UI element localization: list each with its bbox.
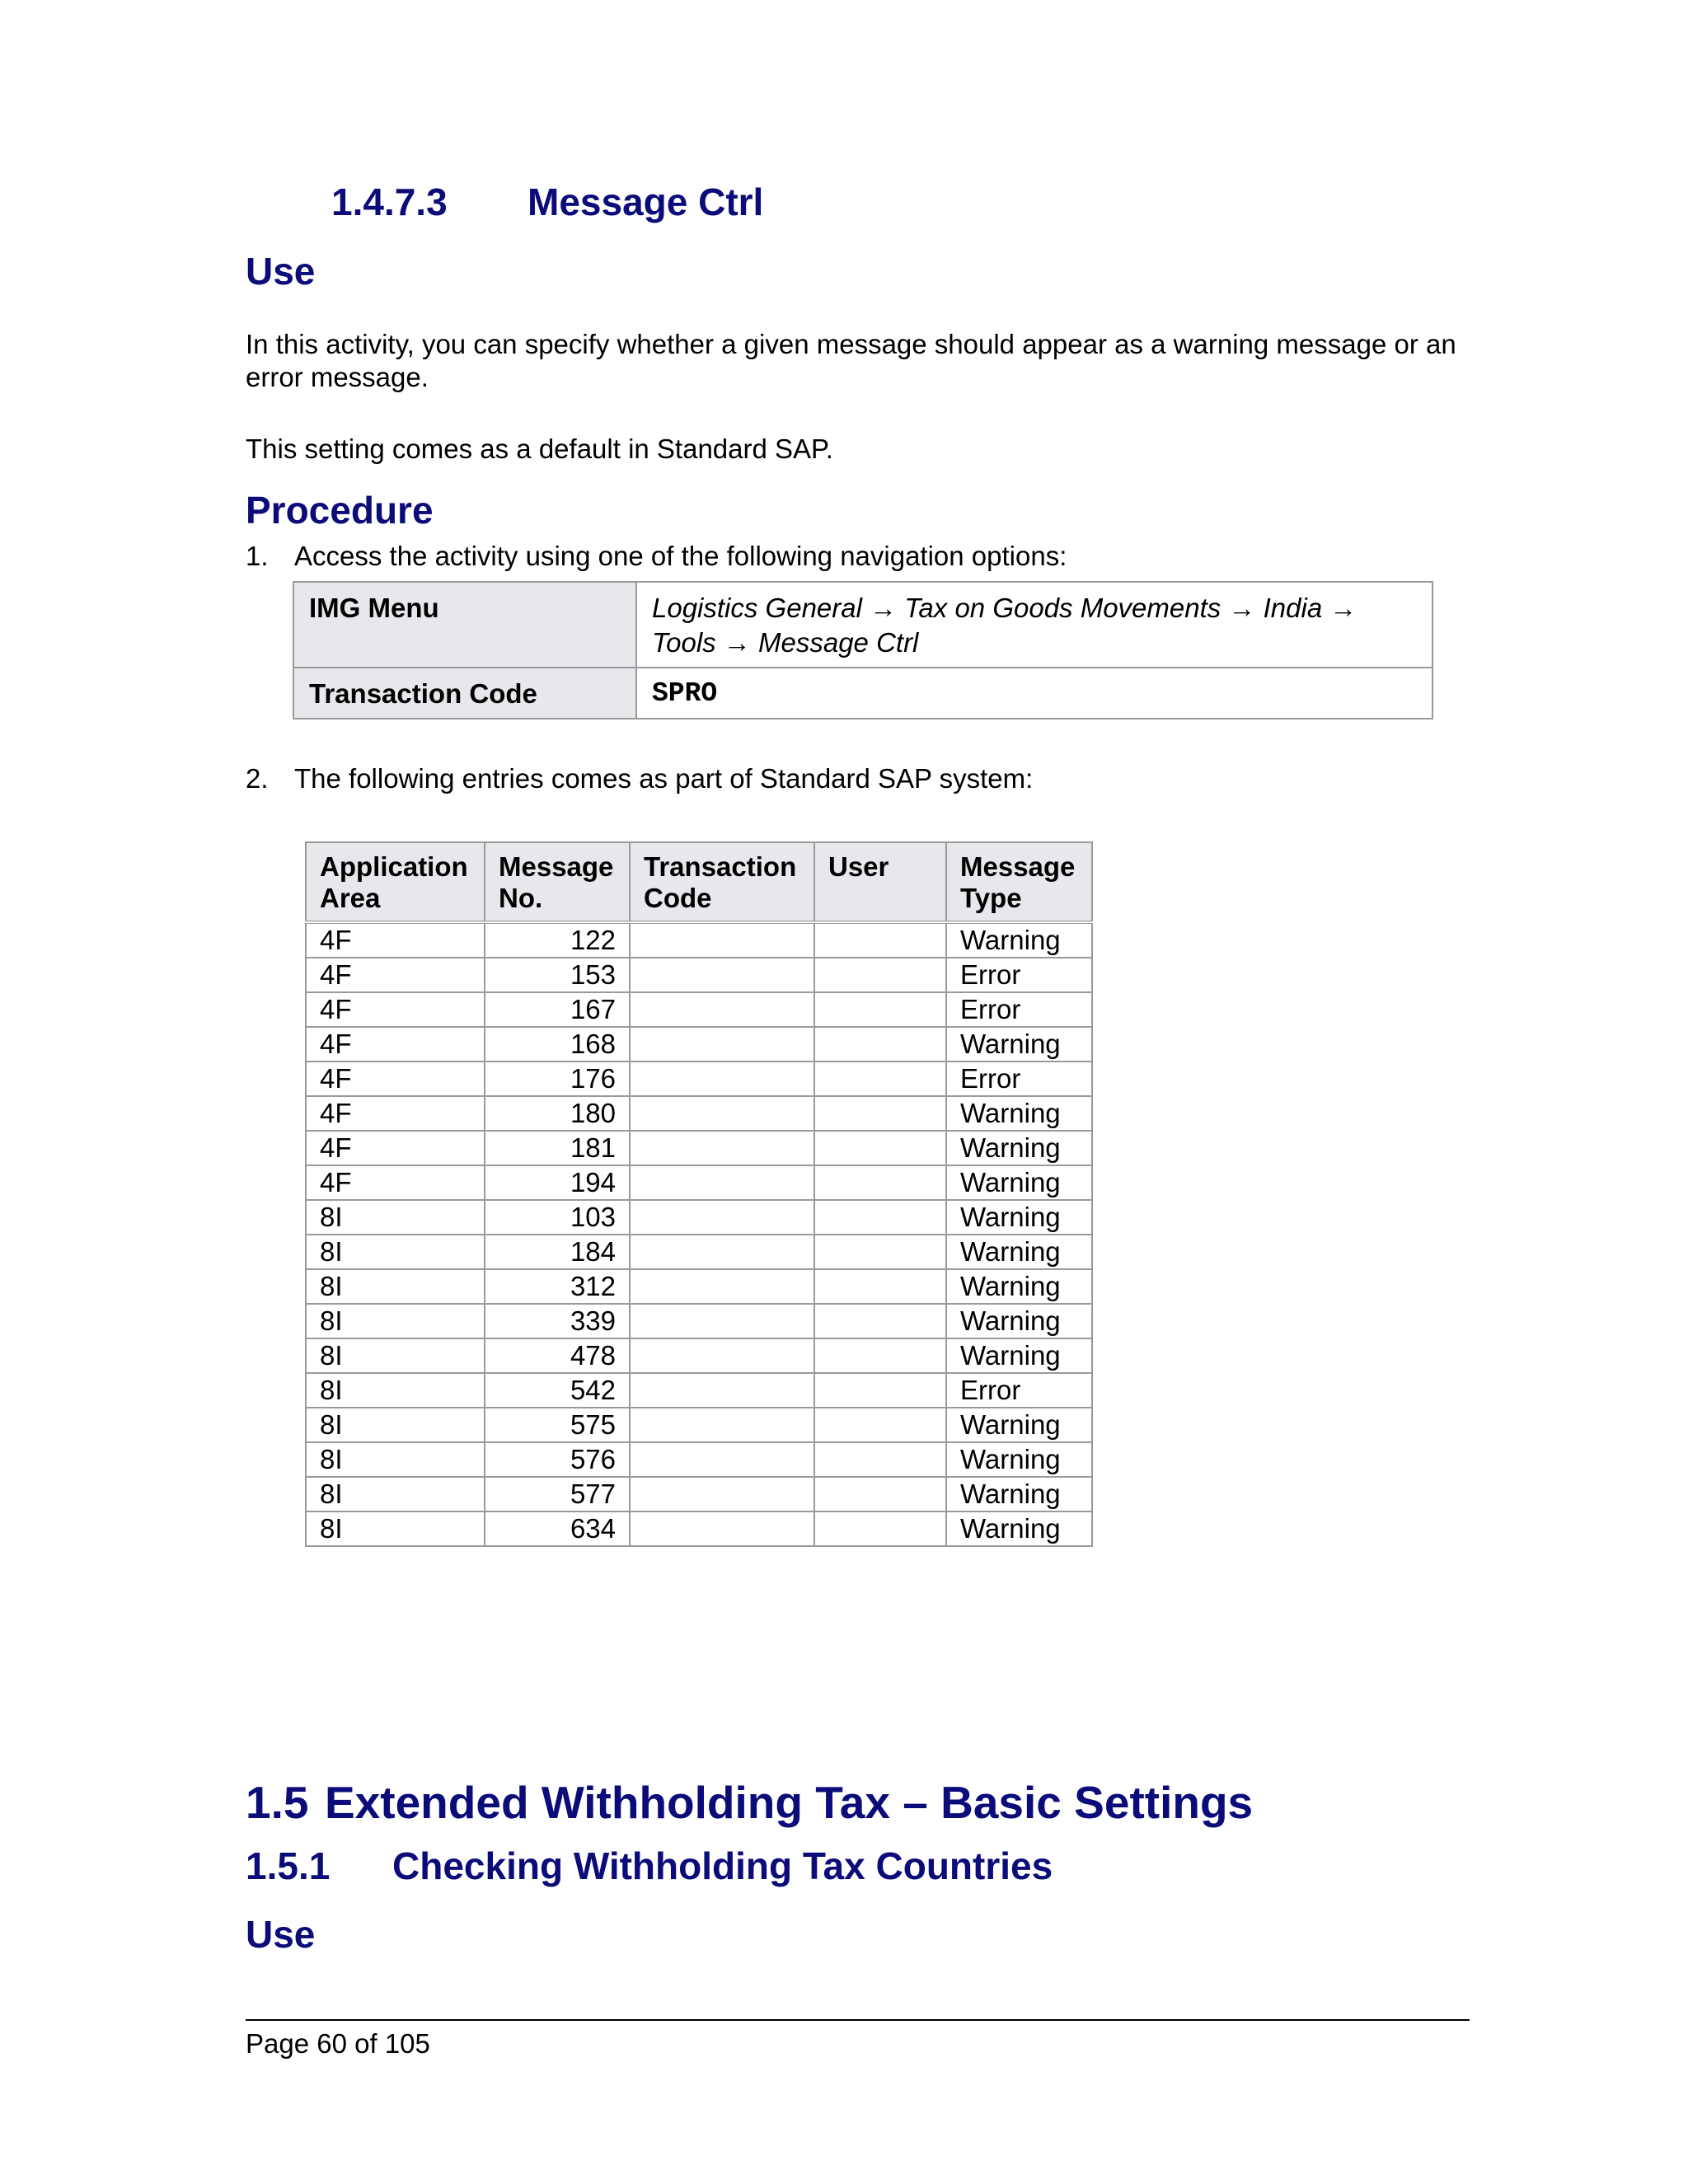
img-menu-path-line-2: Tools → Message Ctrl: [652, 627, 919, 658]
cell-application-area: 8I: [306, 1235, 485, 1269]
navigation-options-table: [293, 581, 1433, 719]
cell-message-type: Warning: [946, 1442, 1092, 1477]
cell-transaction-code: [630, 1165, 814, 1200]
section-title: Extended Withholding Tax – Basic Settings: [325, 1777, 1254, 1828]
cell-application-area: 8I: [306, 1200, 485, 1235]
section-number: 1.5: [246, 1777, 309, 1828]
cell-transaction-code: [630, 1235, 814, 1269]
cell-user: [814, 1096, 946, 1131]
cell-application-area: 8I: [306, 1511, 485, 1546]
transaction-code-row: [293, 668, 1432, 719]
table-row: [306, 992, 1092, 1027]
section-title: Message Ctrl: [528, 180, 764, 223]
header-line: Message: [960, 851, 1076, 882]
cell-transaction-code: [630, 1027, 814, 1062]
use-paragraph-1: In this activity, you can specify whether a given message should appear as a warning message or an error message.: [246, 329, 1456, 392]
procedure-step-1: [246, 540, 1067, 573]
cell-user: [814, 1200, 946, 1235]
cell-user: [814, 1477, 946, 1511]
cell-user: [814, 1408, 946, 1442]
header-application-area: [306, 842, 485, 922]
cell-application-area: 8I: [306, 1477, 485, 1511]
cell-user: [814, 1373, 946, 1408]
cell-message-no: 577: [485, 1477, 630, 1511]
cell-message-type: Error: [946, 1062, 1092, 1096]
cell-user: [814, 1131, 946, 1165]
cell-message-type: Warning: [946, 922, 1092, 958]
cell-message-no: 542: [485, 1373, 630, 1408]
cell-application-area: 8I: [306, 1442, 485, 1477]
img-menu-label: IMG Menu: [293, 582, 636, 668]
header-line: Type: [960, 883, 1022, 913]
use-heading-2: Use: [246, 1913, 316, 1956]
cell-user: [814, 1442, 946, 1477]
cell-message-no: 176: [485, 1062, 630, 1096]
section-heading-1-4-7-3: [331, 180, 763, 224]
cell-transaction-code: [630, 1442, 814, 1477]
cell-application-area: 8I: [306, 1269, 485, 1304]
message-table-body: [306, 922, 1092, 1546]
cell-message-no: 478: [485, 1338, 630, 1373]
table-row: [306, 1373, 1092, 1408]
footer-divider: [246, 2019, 1470, 2021]
cell-message-type: Warning: [946, 1131, 1092, 1165]
section-heading-1-5: [246, 1776, 1253, 1829]
cell-message-no: 634: [485, 1511, 630, 1546]
cell-user: [814, 1062, 946, 1096]
cell-application-area: 4F: [306, 1165, 485, 1200]
step-number: 1.: [246, 541, 269, 571]
cell-user: [814, 1338, 946, 1373]
cell-application-area: 4F: [306, 1131, 485, 1165]
procedure-heading: Procedure: [246, 489, 434, 532]
cell-application-area: 8I: [306, 1304, 485, 1338]
cell-message-type: Warning: [946, 1408, 1092, 1442]
cell-message-no: 167: [485, 992, 630, 1027]
cell-user: [814, 1027, 946, 1062]
table-row: [306, 1408, 1092, 1442]
cell-message-type: Error: [946, 958, 1092, 992]
page-number: Page 60 of 105: [246, 2028, 430, 2059]
cell-application-area: 4F: [306, 1027, 485, 1062]
cell-message-type: Warning: [946, 1269, 1092, 1304]
cell-user: [814, 958, 946, 992]
cell-message-no: 168: [485, 1027, 630, 1062]
cell-transaction-code: [630, 1511, 814, 1546]
table-row: [306, 1442, 1092, 1477]
header-line: Area: [320, 883, 381, 913]
img-menu-row: [293, 582, 1432, 668]
use-heading: Use: [246, 250, 316, 293]
cell-message-no: 122: [485, 922, 630, 958]
table-row: [306, 1477, 1092, 1511]
cell-application-area: 4F: [306, 1096, 485, 1131]
step-number: 2.: [246, 763, 269, 794]
step-text: The following entries comes as part of Standard SAP system:: [294, 763, 1034, 794]
table-row: [306, 1304, 1092, 1338]
table-row: [306, 922, 1092, 958]
cell-message-no: 194: [485, 1165, 630, 1200]
cell-message-type: Warning: [946, 1200, 1092, 1235]
transaction-code-label: Transaction Code: [293, 668, 636, 719]
transaction-code-value: SPRO: [636, 668, 1432, 719]
cell-message-no: 575: [485, 1408, 630, 1442]
cell-application-area: 8I: [306, 1338, 485, 1373]
cell-application-area: 8I: [306, 1408, 485, 1442]
cell-transaction-code: [630, 1373, 814, 1408]
use-paragraph-2: This setting comes as a default in Standard SAP.: [246, 434, 833, 464]
header-message-no: [485, 842, 630, 922]
section-heading-1-5-1: [246, 1844, 1053, 1888]
table-row: [306, 1096, 1092, 1131]
table-row: [306, 958, 1092, 992]
cell-transaction-code: [630, 1338, 814, 1373]
cell-message-no: 184: [485, 1235, 630, 1269]
cell-transaction-code: [630, 1269, 814, 1304]
cell-user: [814, 992, 946, 1027]
header-line: No.: [499, 883, 543, 913]
table-row: [306, 1027, 1092, 1062]
cell-transaction-code: [630, 1096, 814, 1131]
section-title: Checking Withholding Tax Countries: [392, 1844, 1053, 1887]
cell-message-no: 312: [485, 1269, 630, 1304]
cell-user: [814, 1269, 946, 1304]
cell-message-type: Warning: [946, 1096, 1092, 1131]
cell-transaction-code: [630, 1408, 814, 1442]
cell-user: [814, 1165, 946, 1200]
table-row: [306, 1511, 1092, 1546]
cell-transaction-code: [630, 1477, 814, 1511]
cell-message-type: Warning: [946, 1165, 1092, 1200]
cell-transaction-code: [630, 1304, 814, 1338]
cell-transaction-code: [630, 958, 814, 992]
cell-user: [814, 1511, 946, 1546]
table-row: [306, 1062, 1092, 1096]
cell-message-type: Warning: [946, 1027, 1092, 1062]
cell-user: [814, 1235, 946, 1269]
cell-message-no: 339: [485, 1304, 630, 1338]
cell-message-type: Warning: [946, 1338, 1092, 1373]
cell-transaction-code: [630, 1200, 814, 1235]
table-row: [306, 1131, 1092, 1165]
cell-message-type: Error: [946, 992, 1092, 1027]
cell-message-type: Warning: [946, 1511, 1092, 1546]
cell-user: [814, 1304, 946, 1338]
cell-user: [814, 922, 946, 958]
header-line: User: [828, 851, 889, 882]
table-row: [306, 1269, 1092, 1304]
cell-message-type: Warning: [946, 1235, 1092, 1269]
cell-message-type: Warning: [946, 1304, 1092, 1338]
header-line: Message: [499, 851, 614, 882]
cell-application-area: 4F: [306, 958, 485, 992]
section-number: 1.4.7.3: [331, 180, 448, 223]
table-row: [306, 1200, 1092, 1235]
cell-message-no: 576: [485, 1442, 630, 1477]
cell-transaction-code: [630, 922, 814, 958]
cell-message-no: 103: [485, 1200, 630, 1235]
cell-application-area: 8I: [306, 1373, 485, 1408]
header-line: Application: [320, 851, 468, 882]
table-row: [306, 1165, 1092, 1200]
cell-application-area: 4F: [306, 1062, 485, 1096]
section-number: 1.5.1: [246, 1844, 331, 1887]
step-text: Access the activity using one of the following navigation options:: [294, 541, 1067, 571]
table-row: [306, 1235, 1092, 1269]
cell-application-area: 4F: [306, 922, 485, 958]
img-menu-path-line-1: Logistics General → Tax on Goods Movements → India →: [652, 593, 1357, 623]
header-transaction-code: [630, 842, 814, 922]
table-row: [306, 1338, 1092, 1373]
cell-message-no: 153: [485, 958, 630, 992]
cell-message-type: Error: [946, 1373, 1092, 1408]
cell-transaction-code: [630, 992, 814, 1027]
cell-message-type: Warning: [946, 1477, 1092, 1511]
cell-message-no: 181: [485, 1131, 630, 1165]
header-line: Transaction: [644, 851, 797, 882]
procedure-step-2: [246, 762, 1033, 795]
cell-application-area: 4F: [306, 992, 485, 1027]
header-user: [814, 842, 946, 922]
cell-message-no: 180: [485, 1096, 630, 1131]
img-menu-path: [636, 582, 1432, 668]
header-message-type: [946, 842, 1092, 922]
table-header-row: [306, 842, 1092, 922]
message-control-table: [305, 841, 1093, 1547]
cell-transaction-code: [630, 1131, 814, 1165]
header-line: Code: [644, 883, 712, 913]
cell-transaction-code: [630, 1062, 814, 1096]
